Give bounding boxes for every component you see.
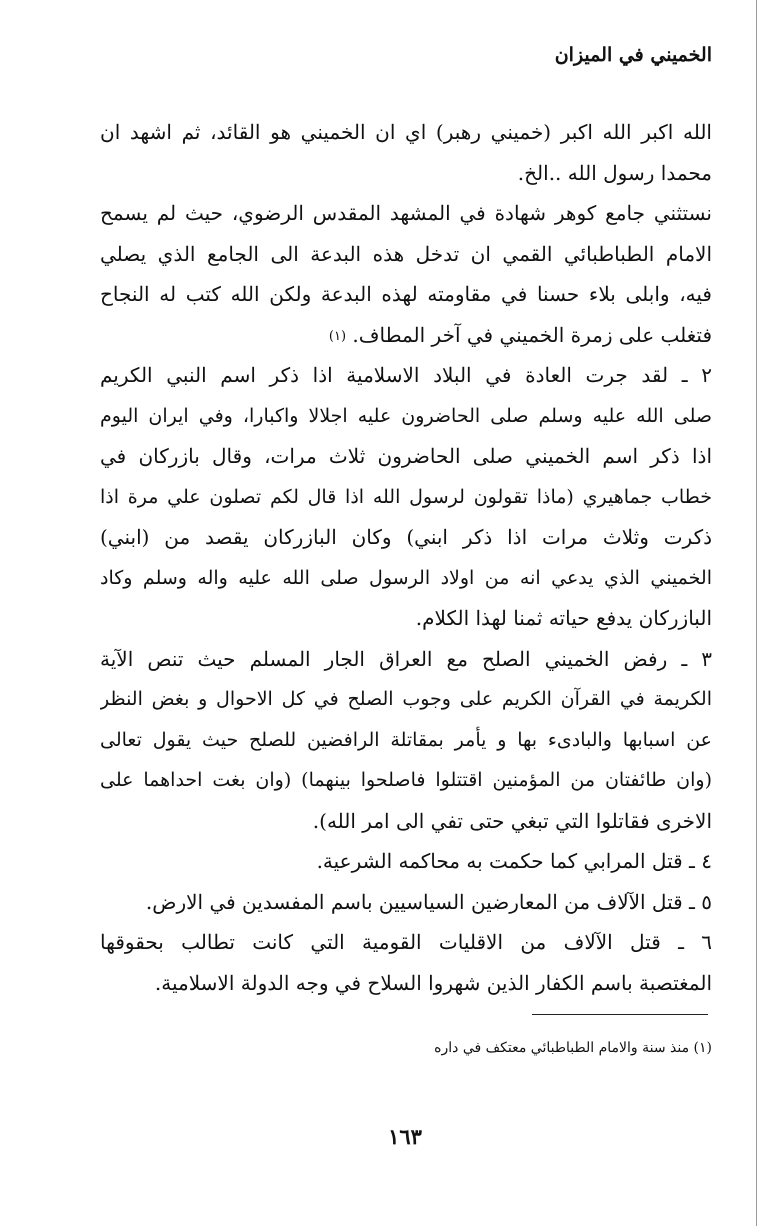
text-line: فيه، وابلى بلاء حسنا في مقاومته لهذه البدعة ولكن الله كتب له النجاح [100,282,712,306]
text-line: الامام الطباطبائي القمي ان تدخل هذه البدعة الى الجامع الذي يصلي [100,241,712,266]
text-line-content: فتغلب على زمرة الخميني في آخر المطاف. [352,322,712,347]
page-number: ١٦٣ [388,1124,422,1149]
list-item: ٤ ـ قتل المرابي كما حكمت به محاكمه الشرعية. [316,849,712,873]
text-line: نستثني جامع كوهر شهادة في المشهد المقدس الرضوي، حيث لم يسمح [100,201,712,225]
text-line: الاخرى فقاتلوا التي تبغي حتى تفي الى امر الله). [312,808,712,833]
text-line: (وان طائفتان من المؤمنين اقتتلوا فاصلحوا بينهما) (وان بغت احداهما على [100,769,712,791]
text-line: الخميني الذي يدعي انه من اولاد الرسول صلى الله عليه واله وسلم وكاد [100,566,712,589]
text-line: ٢ ـ لقد جرت العادة في البلاد الاسلامية اذا ذكر اسم النبي الكريم [100,363,712,387]
text-line: عن اسبابها والبادىء بها و يأمر بمقاتلة الرافضين للصلح حيث يقول تعالى [100,728,712,751]
body-text [100,112,712,1003]
text-line: ذكرت وثلاث مرات اذا ذكر ابني) وكان البازركان يقصد من (ابني) [100,525,712,549]
footnote: (١) منذ سنة والامام الطباطبائي معتكف في داره [434,1040,712,1056]
running-title: الخميني في الميزان [554,44,712,66]
footnote-separator [532,1014,708,1015]
text-line: محمدا رسول الله ..الخ. [517,160,712,185]
text-line: صلى الله عليه وسلم صلى الحاضرون عليه اجلالا واكبارا، وفي ايران اليوم [100,404,712,427]
text-line: البازركان يدفع حياته ثمنا لهذا الكلام. [415,606,712,630]
page-edge-line [756,0,757,1226]
footnote-marker: (١) [328,328,347,344]
text-line [100,315,712,356]
text-line: الله اكبر الله اكبر (خميني رهبر) اي ان الخميني هو القائد، ثم اشهد ان [100,120,712,144]
text-line: الكريمة في القرآن الكريم على وجوب الصلح في كل الاحوال و بغض النظر [100,688,712,710]
list-item: ٥ ـ قتل الآلاف من المعارضين السياسيين باسم المفسدين في الارض. [145,889,712,914]
text-line: اذا ذكر اسم الخميني صلى الحاضرون ثلاث مرات، وقال بازركان في [100,444,712,468]
text-line: ٣ ـ رفض الخميني الصلح مع العراق الجار المسلم حيث تنص الآية [100,646,712,671]
text-line: المغتصبة باسم الكفار الذين شهروا السلاح في وجه الدولة الاسلامية. [154,970,712,995]
list-item: ٦ ـ قتل الآلاف من الاقليات القومية التي كانت تطالب بحقوقها [100,930,712,954]
text-line: خطاب جماهيري (ماذا تقولون لرسول الله اذا قال لكم تصلون علي مرة اذا [100,485,712,508]
